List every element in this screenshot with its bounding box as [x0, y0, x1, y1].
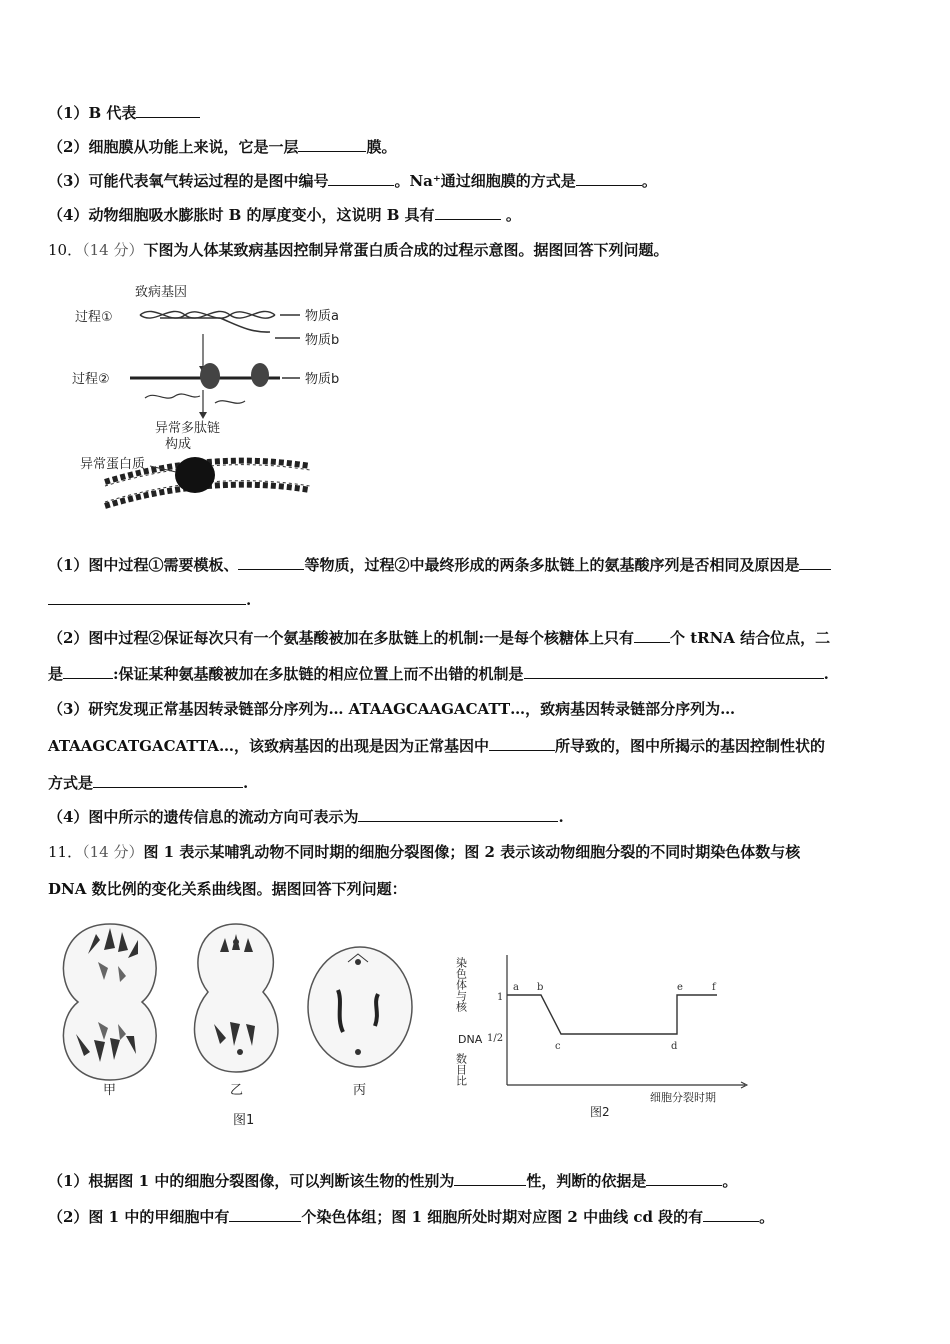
q11-sub2 [48, 1207, 774, 1227]
process1-label: 过程① [75, 310, 113, 325]
label: （4） [48, 206, 89, 224]
answer-blank[interactable] [93, 773, 243, 788]
text: （1）图中过程①需要模板、 [48, 556, 239, 574]
svg-text:染色体与核: 染色体与核 [455, 957, 468, 1012]
ribosome-icon [251, 363, 269, 387]
abnormal-protein-label: 异常蛋白质 [80, 457, 146, 472]
q10-diagram [60, 278, 360, 540]
dna-strand [140, 311, 275, 318]
text: （1）根据图 1 中的细胞分裂图像，可以判断该生物的性别为 [48, 1172, 455, 1190]
text: 个染色体组；图 1 细胞所处时期对应图 2 中曲线 cd 段的有 [301, 1208, 704, 1226]
stem: 图 1 表示某哺乳动物不同时期的细胞分裂图像；图 2 表示该动物细胞分裂的不同时期染色体数与核 [143, 843, 801, 861]
point-label: b [537, 982, 544, 993]
substance-a-label: 物质a [305, 309, 339, 324]
figure-caption: 图2 [590, 1105, 610, 1119]
y-axis-label [455, 956, 483, 1086]
text: B 代表 [88, 104, 137, 122]
answer-blank[interactable] [358, 807, 558, 822]
abnormal-chain-label: 异常多肽链 [155, 421, 221, 436]
q10-sub2-cont [48, 664, 829, 684]
label: （3） [48, 172, 89, 190]
answer-blank[interactable] [435, 205, 501, 220]
point-label: a [513, 982, 519, 993]
text: 。 [759, 1208, 775, 1226]
question-number: 11． [48, 843, 83, 861]
q11-figure1 [48, 912, 448, 1134]
question-line-4 [48, 205, 521, 225]
text: （2）图中过程②保证每次只有一个氨基酸被加在多肽链上的机制:一是每个核糖体上只有 [48, 629, 634, 647]
cell-label: 丙 [353, 1083, 367, 1098]
label: （2） [48, 138, 89, 156]
cell-label: 甲 [103, 1083, 117, 1098]
question-line-3 [48, 171, 657, 191]
text: 。 [641, 172, 657, 190]
question-line-2 [48, 137, 396, 157]
answer-blank[interactable] [229, 1207, 301, 1222]
text: （3）研究发现正常基因转录链部分序列为… ATAAGCAAGACATT…，致病基因转录链部分序列为… [48, 700, 736, 718]
answer-blank[interactable] [298, 137, 366, 152]
answer-blank[interactable] [328, 171, 394, 186]
text: 。 [722, 1172, 738, 1190]
answer-blank[interactable] [238, 555, 304, 570]
text: . [558, 808, 564, 826]
q10-sub4 [48, 807, 564, 827]
score: （14 分） [82, 241, 144, 259]
label: （1） [48, 104, 89, 122]
process2-label: 过程② [72, 372, 110, 387]
point-label: f [712, 982, 716, 993]
answer-blank[interactable] [634, 628, 670, 643]
text: 动物细胞吸水膨胀时 B 的厚度变小，这说明 B 具有 [88, 206, 435, 224]
abnormal-protein-blob [175, 457, 215, 493]
y-tick-1: 1 [497, 992, 504, 1003]
answer-blank[interactable] [63, 664, 113, 679]
substance-b-label: 物质b [305, 372, 340, 387]
text: . [246, 591, 252, 609]
q10-sub1 [48, 555, 831, 575]
q10-sub3-cont [48, 736, 825, 756]
q10-sub2 [48, 628, 830, 648]
cell-yi [195, 924, 278, 1072]
text: 方式是 [48, 774, 94, 792]
q10-sub3-cont2 [48, 773, 248, 793]
text: 可能代表氧气转运过程的是图中编号 [88, 172, 329, 190]
text: 个 tRNA 结合位点，二 [669, 629, 831, 647]
question-number: 10． [48, 241, 83, 259]
text: 。 [500, 206, 521, 224]
y-tick-half: 1/2 [487, 1033, 504, 1044]
answer-blank[interactable] [576, 171, 642, 186]
stem: DNA 数比例的变化关系曲线图。据图回答下列问题： [48, 880, 407, 898]
answer-blank[interactable] [48, 590, 246, 605]
point-label: d [671, 1041, 678, 1052]
q11-stem [48, 842, 800, 862]
q11-stem-cont [48, 879, 407, 899]
text: 是 [48, 665, 64, 683]
q11-sub1 [48, 1171, 737, 1191]
cell-label: 乙 [230, 1083, 244, 1098]
substance-b-label: 物质b [305, 333, 340, 348]
answer-blank[interactable] [524, 664, 824, 679]
q10-sub3 [48, 699, 735, 719]
q10-stem [48, 240, 668, 260]
svg-text:数目比: 数目比 [455, 1053, 468, 1086]
answer-blank[interactable] [799, 555, 831, 570]
question-line-1 [48, 103, 200, 123]
answer-blank[interactable] [136, 103, 200, 118]
text: . [823, 665, 829, 683]
x-axis-label: 细胞分裂时期 [650, 1091, 716, 1104]
answer-blank[interactable] [489, 736, 555, 751]
constitute-label: 构成 [165, 437, 192, 452]
text: 性，判断的依据是 [526, 1172, 647, 1190]
text: 。Na⁺通过细胞膜的方式是 [394, 172, 576, 190]
point-label: c [555, 1041, 561, 1052]
text: 等物质，过程②中最终形成的两条多肽链上的氨基酸序列是否相同及原因是 [304, 556, 800, 574]
score: （14 分） [82, 843, 144, 861]
answer-blank[interactable] [703, 1207, 759, 1222]
answer-blank[interactable] [646, 1171, 722, 1186]
point-label: e [677, 982, 683, 993]
cell-jia [63, 924, 156, 1080]
svg-text:DNA: DNA [458, 1033, 483, 1046]
text: （2）图 1 中的甲细胞中有 [48, 1208, 230, 1226]
text: 膜。 [366, 138, 397, 156]
gene-label: 致病基因 [135, 285, 188, 300]
text: . [243, 774, 249, 792]
text: :保证某种氨基酸被加在多肽链的相应位置上而不出错的机制是 [113, 665, 524, 683]
mrna-strand [160, 318, 270, 332]
text: 所导致的，图中所揭示的基因控制性状的 [554, 737, 825, 755]
q11-figure2 [455, 945, 755, 1125]
ribosome-icon [200, 363, 220, 389]
text: （4）图中所示的遗传信息的流动方向可表示为 [48, 808, 359, 826]
stem: 下图为人体某致病基因控制异常蛋白质合成的过程示意图。据图回答下列问题。 [143, 241, 669, 259]
text: 细胞膜从功能上来说，它是一层 [88, 138, 299, 156]
text: ATAAGCATGACATTA…，该致病基因的出现是因为正常基因中 [48, 737, 489, 755]
ratio-curve [507, 995, 717, 1034]
answer-blank[interactable] [454, 1171, 526, 1186]
q10-sub1-cont [48, 590, 251, 610]
cell-bing [308, 947, 412, 1067]
figure-caption: 图1 [233, 1113, 255, 1128]
